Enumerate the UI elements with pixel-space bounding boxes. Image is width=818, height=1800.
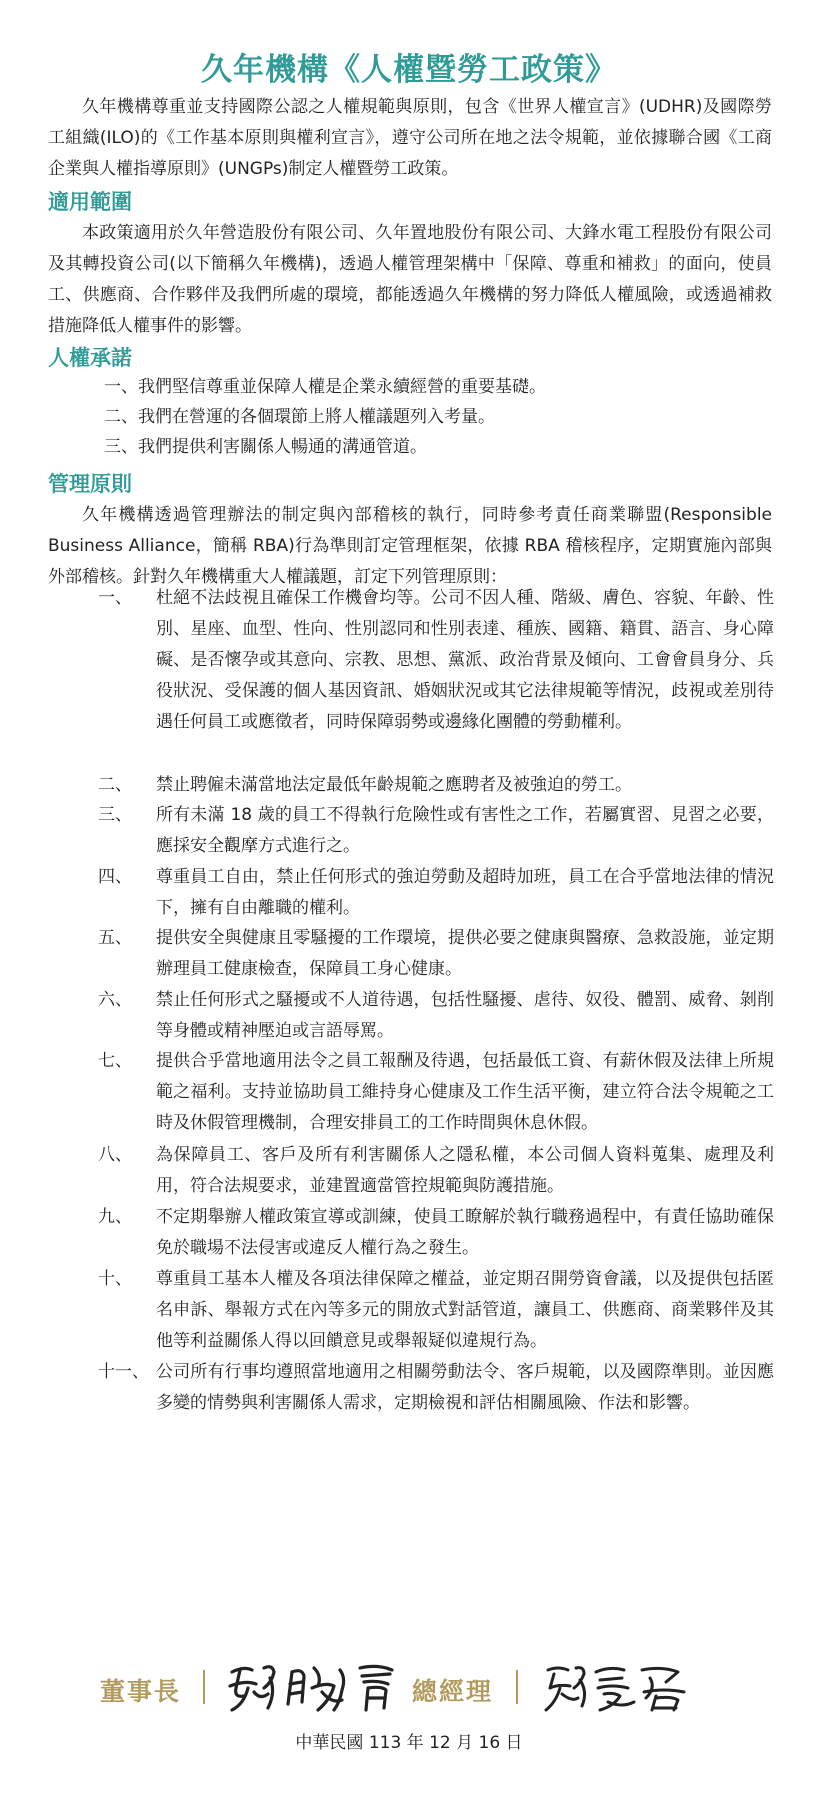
document-date: 中華民國 113 年 12 月 16 日 [295, 1733, 523, 1753]
principle-text: 尊重員工基本人權及各項法律保障之權益，並定期召開勞資會議，以及提供包括匿名申訴、舉報方式在內等多元的開放式對話管道，讓員工、供應商、商業夥伴及其他等利益關係人得以回饋意見或舉報疑似違規行為。 [156, 1269, 774, 1351]
principle-text: 為保障員工、客戶及所有利害關係人之隱私權，本公司個人資料蒐集、處理及利用，符合法規要求，並建置適當管控規範與防護措施。 [156, 1145, 774, 1196]
principle-number: 十、 [98, 1269, 132, 1289]
commitment-item: 二、我們在營運的各個環節上將人權議題列入考量。 [104, 407, 495, 427]
principle-number: 十一、 [98, 1362, 149, 1382]
document-title: 久年機構《人權暨勞工政策》 [201, 52, 617, 88]
divider [516, 1670, 518, 1704]
chairman-label: 董事長 [100, 1677, 182, 1706]
principle-number: 六、 [98, 990, 132, 1010]
principle-text: 杜絕不法歧視且確保工作機會均等。公司不因人種、階級、膚色、容貌、年齡、性別、星座、血型、性向、性別認同和性別表達、種族、國籍、籍貫、語言、身心障礙、是否懷孕或其意向、宗教、思想、黨派、政治背景及傾向、工會會員身分、兵役狀況、受保護的個人基因資訊、婚姻狀況或其它法律規範等情況，歧視或差別待遇任何員工或應徵者，同時保障弱勢或邊緣化團體的勞動權利。 [156, 588, 774, 732]
principle-text: 提供合乎當地適用法令之員工報酬及待遇，包括最低工資、有薪休假及法律上所規範之福利。支持並協助員工維持身心健康及工作生活平衡，建立符合法令規範之工時及休假管理機制，合理安排員工的工作時間與休息休假。 [156, 1051, 774, 1133]
general-manager-label: 總經理 [412, 1677, 494, 1706]
scope-heading: 適用範圍 [48, 190, 132, 214]
management-heading: 管理原則 [48, 472, 132, 496]
commitment-heading: 人權承諾 [48, 346, 132, 370]
commitment-item: 三、我們提供利害關係人暢通的溝通管道。 [104, 437, 427, 457]
principle-number: 七、 [98, 1051, 132, 1071]
principle-number: 三、 [98, 805, 132, 825]
principle-text: 不定期舉辦人權政策宣導或訓練，使員工瞭解於執行職務過程中，有責任協助確保免於職場不法侵害或違反人權行為之發生。 [156, 1207, 774, 1258]
principle-number: 九、 [98, 1207, 132, 1227]
principle-number: 五、 [98, 928, 132, 948]
divider [203, 1670, 205, 1704]
principle-text: 公司所有行事均遵照當地適用之相關勞動法令、客戶規範，以及國際準則。並因應多變的情勢與利害關係人需求，定期檢視和評估相關風險、作法和影響。 [156, 1362, 774, 1413]
principle-number: 四、 [98, 867, 132, 887]
principle-number: 二、 [98, 775, 132, 795]
principle-number: 八、 [98, 1145, 132, 1165]
general-manager-signature-image [538, 1658, 708, 1718]
principle-text: 所有未滿 18 歲的員工不得執行危險性或有害性之工作，若屬實習、見習之必要，應採安全觀摩方式進行之。 [156, 805, 774, 856]
management-intro-paragraph: 久年機構透過管理辦法的制定與內部稽核的執行，同時參考責任商業聯盟(Responsible Business Alliance，簡稱 RBA)行為準則訂定管理框架，依據 RBA 稽核程序，定期實施內部與外部稽核。針對久年機構重大人權議題，訂定下列管理原則： [48, 505, 772, 587]
principle-text: 禁止任何形式之騷擾或不人道待遇，包括性騷擾、虐待、奴役、體罰、威脅、剝削等身體或精神壓迫或言語辱罵。 [156, 990, 774, 1041]
principle-number: 一、 [98, 588, 132, 608]
principle-text: 禁止聘僱未滿當地法定最低年齡規範之應聘者及被強迫的勞工。 [156, 775, 632, 795]
chairman-signature-image [222, 1658, 412, 1718]
scope-paragraph: 本政策適用於久年營造股份有限公司、久年置地股份有限公司、大鋒水電工程股份有限公司及其轉投資公司(以下簡稱久年機構)，透過人權管理架構中「保障、尊重和補救」的面向，使員工、供應商、合作夥伴及我們所處的環境，都能透過久年機構的努力降低人權風險，或透過補救措施降低人權事件的影響。 [48, 223, 772, 336]
commitment-item: 一、我們堅信尊重並保障人權是企業永續經營的重要基礎。 [104, 377, 546, 397]
principle-text: 提供安全與健康且零騷擾的工作環境，提供必要之健康與醫療、急救設施，並定期辦理員工健康檢查，保障員工身心健康。 [156, 928, 774, 979]
intro-paragraph: 久年機構尊重並支持國際公認之人權規範與原則，包含《世界人權宣言》(UDHR)及國際勞工組織(ILO)的《工作基本原則與權利宣言》，遵守公司所在地之法令規範，並依據聯合國《工商企業與人權指導原則》(UNGPs)制定人權暨勞工政策。 [48, 97, 772, 179]
signature-row [0, 1658, 818, 1718]
principle-text: 尊重員工自由，禁止任何形式的強迫勞動及超時加班，員工在合乎當地法律的情況下，擁有自由離職的權利。 [156, 867, 774, 918]
